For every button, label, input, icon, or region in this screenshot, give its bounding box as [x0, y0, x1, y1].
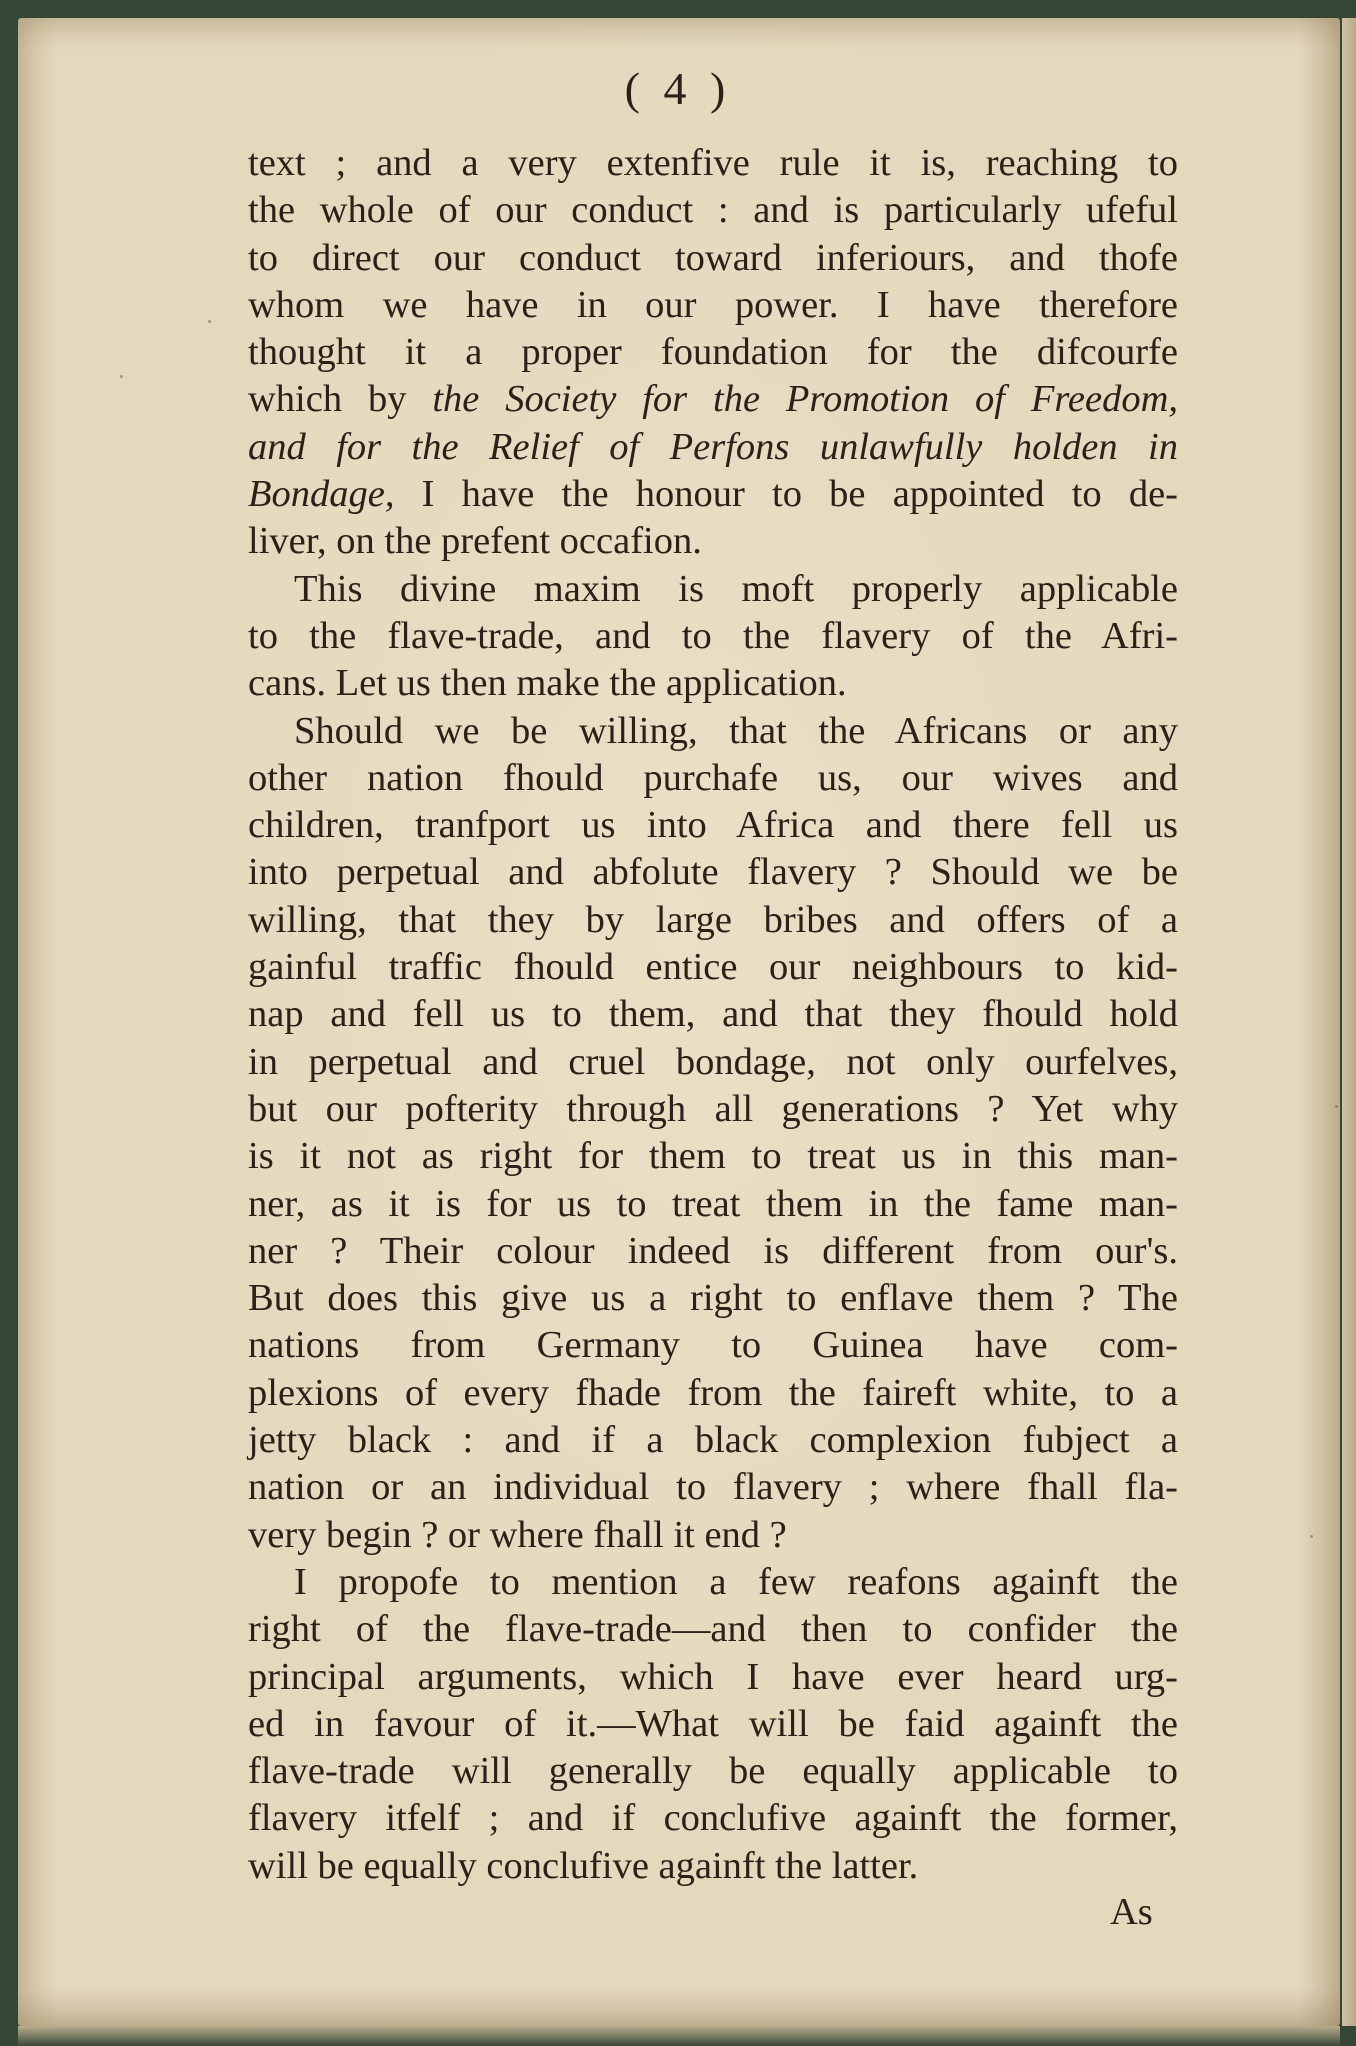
- text-line: nation or an individual to flavery ; where fhall fla-: [248, 1466, 1178, 1509]
- text-line: plexions of every fhade from the faireft white, to a: [248, 1371, 1178, 1414]
- text-line: very begin ? or where fhall it end ?: [248, 1513, 787, 1556]
- text-line: This divine maxim is moft properly applicable: [294, 567, 1178, 610]
- text-span: I have the honour to be appointed to de-: [394, 473, 1178, 516]
- text-line: in perpetual and cruel bondage, not only ourfelves,: [248, 1040, 1178, 1083]
- text-line: to direct our conduct toward inferiours, and thofe: [248, 236, 1178, 279]
- paper-speck: [120, 375, 123, 378]
- text-line: [248, 471, 1178, 518]
- text-line: other nation fhould purchafe us, our wives and: [248, 756, 1178, 799]
- text-line: But does this give us a right to enflave them ? The: [248, 1277, 1178, 1320]
- italic-text-span: and for the Relief of Perfons unlawfully holden in: [248, 425, 1178, 468]
- text-line: willing, that they by large bribes and offers of a: [248, 898, 1178, 941]
- text-line: ner ? Their colour indeed is different from our's.: [248, 1229, 1178, 1272]
- text-line: Should we be willing, that the Africans or any: [294, 709, 1178, 752]
- text-line: into perpetual and abfolute flavery ? Should we be: [248, 851, 1178, 894]
- text-line: principal arguments, which I have ever heard urg-: [248, 1655, 1178, 1698]
- text-line: liver, on the prefent occafion.: [248, 520, 702, 563]
- text-line: right of the flave-trade—and then to confider the: [248, 1608, 1178, 1651]
- text-span: which by: [248, 378, 433, 421]
- text-line: gainful traffic fhould entice our neighbours to kid-: [248, 946, 1178, 989]
- italic-text-span: the Society for the Promotion of Freedom,: [432, 378, 1179, 421]
- text-line: thought it a proper foundation for the difcourfe: [248, 331, 1178, 374]
- paper-speck: [1335, 1105, 1338, 1108]
- text-line: ner, as it is for us to treat them in the fame man-: [248, 1182, 1178, 1225]
- text-line: the whole of our conduct : and is particularly ufeful: [248, 189, 1178, 232]
- text-line: ed in favour of it.—What will be faid againft the: [248, 1702, 1178, 1745]
- italic-text-span: Bondage,: [248, 473, 395, 516]
- text-line: text ; and a very extenfive rule it is, reaching to: [248, 142, 1178, 184]
- paper-speck: [1310, 1535, 1313, 1538]
- catchword: As: [1110, 1891, 1153, 1933]
- text-line: flave-trade will generally be equally applicable to: [248, 1750, 1178, 1793]
- page-number: ( 4 ): [624, 63, 732, 114]
- text-line: nations from Germany to Guinea have com-: [248, 1324, 1178, 1367]
- body-text: [248, 140, 1178, 1890]
- text-line: nap and fell us to them, and that they fhould hold: [248, 993, 1178, 1036]
- text-line: [248, 376, 1178, 423]
- text-line: to the flave-trade, and to the flavery of the Afri-: [248, 614, 1178, 657]
- paper-speck: [208, 320, 211, 323]
- text-line: whom we have in our power. I have therefore: [248, 283, 1178, 326]
- text-line: will be equally conclufive againft the latter.: [248, 1844, 919, 1887]
- text-line: [248, 424, 1178, 471]
- text-line: I propofe to mention a few reafons againft the: [294, 1560, 1178, 1603]
- page-bottom-edge: [18, 2026, 1340, 2046]
- text-line: children, tranfport us into Africa and there fell us: [248, 804, 1178, 847]
- text-line: flavery itfelf ; and if conclufive againft the former,: [248, 1797, 1178, 1840]
- text-line: cans. Let us then make the application.: [248, 662, 847, 705]
- text-line: jetty black : and if a black complexion fubject a: [248, 1419, 1178, 1462]
- text-line: is it not as right for them to treat us in this man-: [248, 1135, 1178, 1178]
- text-line: but our pofterity through all generations ? Yet why: [248, 1087, 1178, 1130]
- page-edge: [1342, 18, 1356, 2026]
